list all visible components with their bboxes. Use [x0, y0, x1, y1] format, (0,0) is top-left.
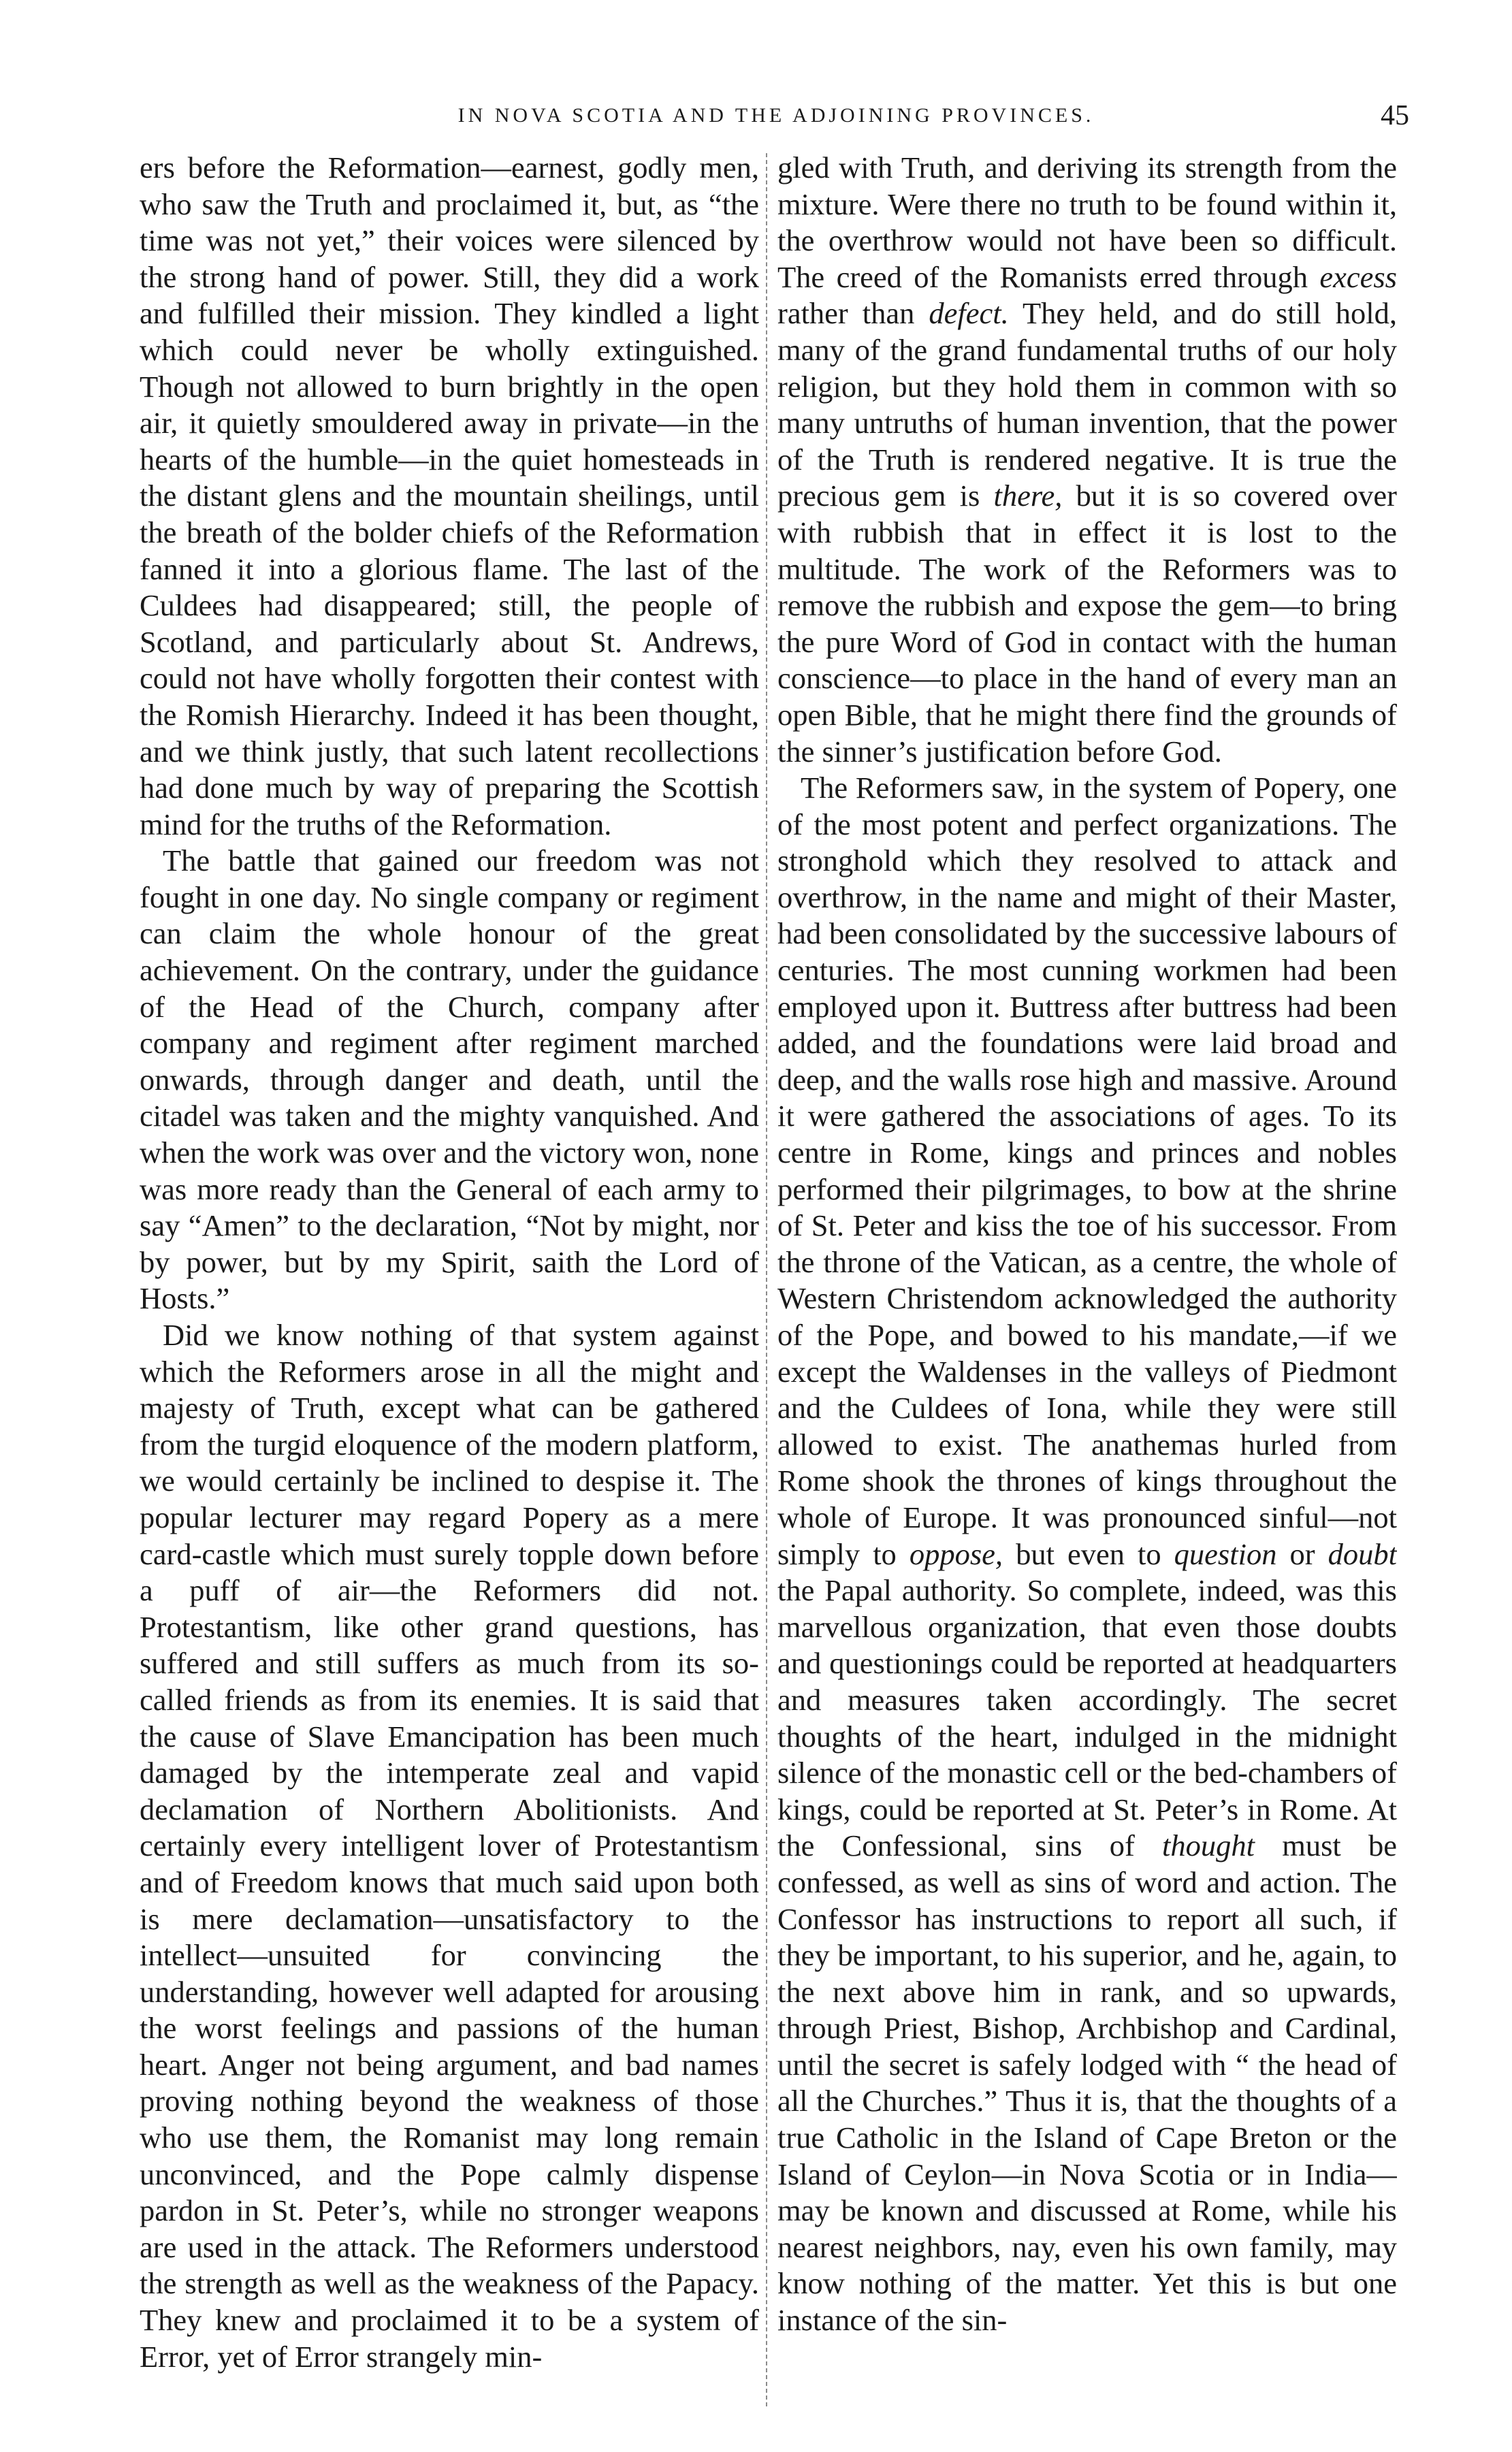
running-title: IN NOVA SCOTIA AND THE ADJOINING PROVINCES. [457, 104, 1095, 127]
paragraph-text: They held, and do still hold, many of the grand fundamental truths of our holy religion, but they hold them in common with so many untruths of human invention, that the power of the Truth is rendered negative. It is true the precious gem is [777, 296, 1397, 513]
page-number: 45 [1381, 100, 1409, 131]
paragraph [140, 150, 759, 843]
paragraph-text: but it is so covered over with rubbish that in effect it is lost to the multitude. The work of the Reformers was to remove the rubbish and expose the gem—to bring the pure Word of God in contact with the human conscience—to place in the hand of every man an open Bible, that he might there find the grounds of the sinner’s justification before God. [777, 479, 1397, 769]
paragraph-text: or [1276, 1536, 1328, 1571]
paragraph [140, 1317, 759, 2375]
right-column [777, 150, 1397, 2410]
paragraph-text: must be confessed, as well as sins of word and action. The Confessor has instructions to report all such, if they be important, to his superior, and he, again, to the next above him in rank, and so upwards, through Priest, Bishop, Archbishop and Cardinal, until the secret is safely lodged with “ the head of all the Churches.” Thus it is, that the thoughts of a true Catholic in the Island of Cape Breton or the Island of Ceylon—in Nova Scotia or in India—may be known and discussed at Rome, while his nearest neighbors, nay, even his own family, may know nothing of the matter. Yet this is but one instance of the sin- [777, 1828, 1397, 2338]
paragraph [777, 770, 1397, 2339]
paragraph-text: the Papal authority. So complete, indeed, was this marvellous organization, that even those doubts and questionings could be reported at headquarters and measures taken accordingly. The secret thoughts of the heart, indulged in the midnight silence of the monastic cell or the bed-chambers of kings, could be reported at St. Peter’s in Rome. At the Confessional, sins of [777, 1573, 1397, 1863]
left-column [140, 150, 759, 2410]
italic-text: thought [1162, 1828, 1255, 1863]
paragraph-text: The battle that gained our freedom was not fought in one day. No single company or regiment can claim the whole honour of the great achievement. On the contrary, under the guidance of the Head of the Church, company after company and regiment after regiment marched onwards, through danger and death, until the citadel was taken and the mighty vanquished. And when the work was over and the victory won, none was more ready than the General of each army to say “Amen” to the declaration, “Not by might, nor by power, but by my Spirit, saith the Lord of Hosts.” [140, 843, 759, 1316]
italic-text: excess [1319, 259, 1397, 294]
paragraph [140, 843, 759, 1317]
running-head [143, 95, 1409, 136]
paragraph-text: gled with Truth, and deriving its strength from the mixture. Were there no truth to be found within it, the overthrow would not have been so difficult. The creed of the Romanists erred through [777, 150, 1397, 294]
paragraph-text: Did we know nothing of that system against which the Reformers arose in all the might and majesty of Truth, except what can be gathered from the turgid eloquence of the modern platform, we would certainly be inclined to despise it. The popular lecturer may regard Popery as a mere card-castle which must surely topple down before a puff of air—the Reformers did not. Protestantism, like other grand questions, has suffered and still suffers as much from its so-called friends as from its enemies. It is said that the cause of Slave Emancipation has been much damaged by the intemperate zeal and vapid declamation of Northern Abolitionists. And certainly every intelligent lover of Protestantism and of Freedom knows that much said upon both is mere declamation—unsatisfactory to the intellect—unsuited for convincing the understanding, however well adapted for arousing the worst feelings and passions of the human heart. Anger not being argument, and bad names proving nothing beyond the weakness of those who use them, the Romanist may long remain unconvinced, and the Pope calmly dispense pardon in St. Peter’s, while no stronger weapons are used in the attack. The Reformers understood the strength as well as the weakness of the Papacy. They knew and proclaimed it to be a system of Error, yet of Error strangely min- [140, 1318, 759, 2374]
italic-text: question [1174, 1536, 1277, 1571]
paragraph-text: ers before the Reformation—earnest, godly men, who saw the Truth and proclaimed it, but, as “the time was not yet,” their voices were silenced by the strong hand of power. Still, they did a work and fulfilled their mission. They kindled a light which could never be wholly extinguished. Though not allowed to burn brightly in the open air, it quietly smouldered away in private—in the hearts of the humble—in the quiet homesteads in the distant glens and the mountain sheilings, until the breath of the bolder chiefs of the Reformation fanned it into a glorious flame. The last of the Culdees had disappeared; still, the people of Scotland, and particularly about St. Andrews, could not have wholly forgotten their contest with the Romish Hierarchy. Indeed it has been thought, and we think justly, that such latent recollections had done much by way of preparing the Scottish mind for the truths of the Reformation. [140, 150, 759, 841]
column-divider [766, 153, 767, 2406]
italic-text: there, [993, 479, 1063, 513]
italic-text: oppose, [909, 1536, 1003, 1571]
paragraph-text: The Reformers saw, in the system of Popery, one of the most potent and perfect organizations. The stronghold which they resolved to attack and overthrow, in the name and might of their Master, had been consolidated by the successive labours of centuries. The most cunning workmen had been employed upon it. Buttress after buttress had been added, and the foundations were laid broad and deep, and the walls rose high and massive. Around it were gathered the associations of ages. To its centre in Rome, kings and princes and nobles performed their pilgrimages, to bow at the shrine of St. Peter and kiss the toe of his successor. From the throne of the Vatican, as a centre, the whole of Western Christendom acknowledged the authority of the Pope, and bowed to his mandate,—if we except the Waldenses in the valleys of Piedmont and the Culdees of Iona, while they were still allowed to exist. The anathemas hurled from Rome shook the thrones of kings throughout the whole of Europe. It was pronounced sinful—not simply to [777, 771, 1397, 1571]
paragraph-text: rather than [777, 296, 929, 331]
paragraph-text: but even to [1003, 1536, 1174, 1571]
paragraph [777, 150, 1397, 770]
italic-text: doubt [1328, 1536, 1397, 1571]
italic-text: defect. [929, 296, 1009, 331]
